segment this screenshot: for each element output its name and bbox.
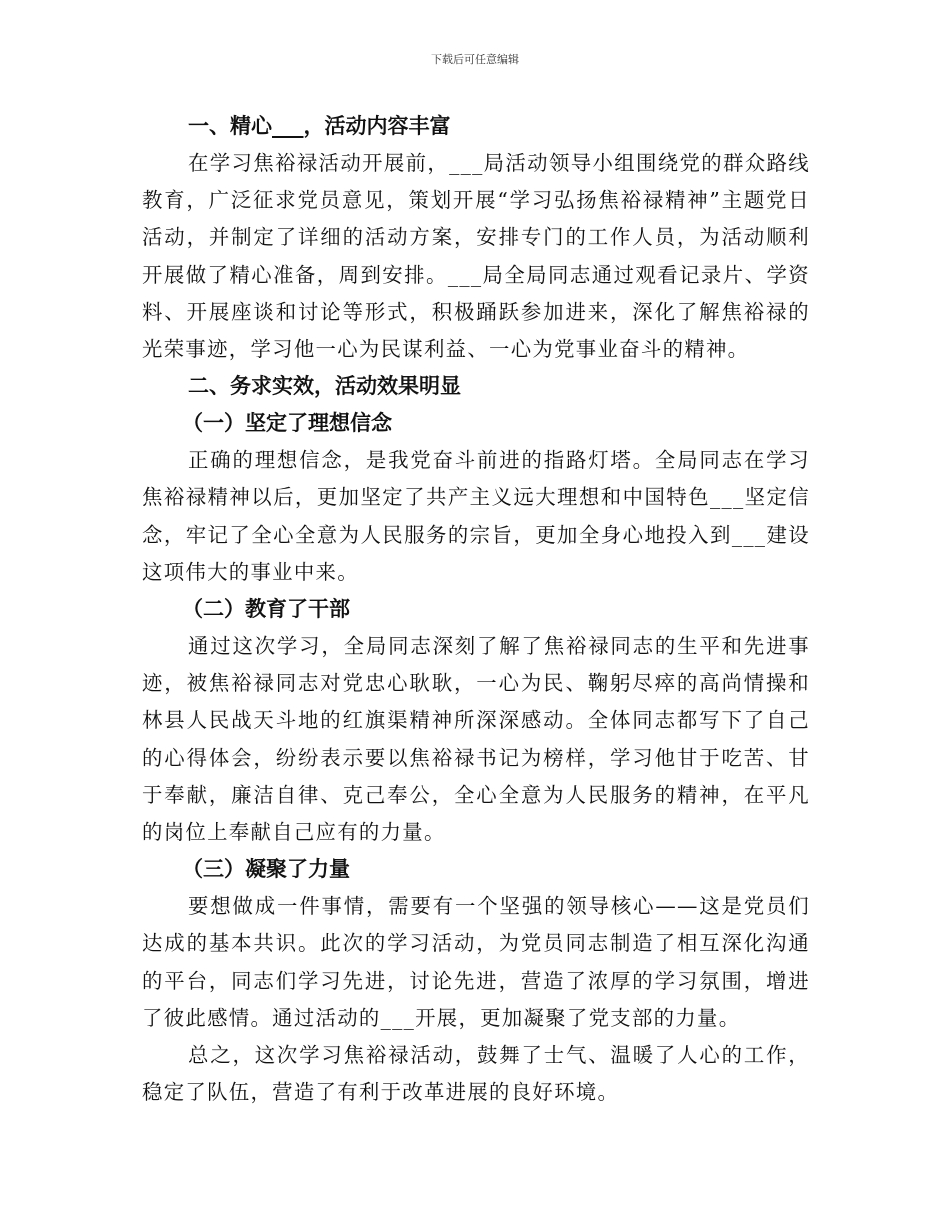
section-heading-1: 一、精心___，活动内容丰富: [188, 114, 451, 138]
paragraph-conclusion: 总之，这次学习焦裕禄活动，鼓舞了士气、温暖了人心的工作，稳定了队伍，营造了有利于改革进展的良好环境。: [142, 1043, 810, 1105]
subsection-heading-3: （三）凝聚了力量: [182, 857, 350, 882]
paragraph-1: 在学习焦裕禄活动开展前，___局活动领导小组围绕党的群众路线教育，广泛征求党员意见，策划开展“学习弘扬焦裕禄精神”主题党日活动，并制定了详细的活动方案，安排专门的工作人员，为活动顺利开展做了精心准备，周到安排。___局全局同志通过观看记录片、学资料、开展座谈和讨论等形式，积极踊跃参加进来，深化了解焦裕禄的光荣事迹，学习他一心为民谋利益、一心为党事业奋斗的精神。: [142, 151, 810, 362]
subsection-heading-2: （二）教育了干部: [182, 597, 350, 622]
page-header: 下载后可任意编辑: [431, 53, 519, 66]
paragraph-4: 要想做成一件事情，需要有一个坚强的领导核心——这是党员们达成的基本共识。此次的学习活动，为党员同志制造了相互深化沟通的平台，同志们学习先进，讨论先进，营造了浓厚的学习氛围，增进了彼此感情。通过活动的___开展，更加凝聚了党支部的力量。: [142, 894, 810, 1030]
document-body: [142, 108, 810, 1111]
section-heading-2: 二、务求实效，活动效果明显: [188, 374, 461, 399]
paragraph-3: 通过这次学习，全局同志深刻了解了焦裕禄同志的生平和先进事迹，被焦裕禄同志对党忠心耿耿，一心为民、鞠躬尽瘁的高尚情操和林县人民战天斗地的红旗渠精神所深深感动。全体同志都写下了自己的心得体会，纷纷表示要以焦裕禄书记为榜样，学习他甘于吃苦、甘于奉献，廉洁自律、克己奉公，全心全意为人民服务的精神，在平凡的岗位上奉献自己应有的力量。: [142, 634, 810, 845]
subsection-heading-1: （一）坚定了理想信念: [182, 411, 392, 436]
paragraph-2: 正确的理想信念，是我党奋斗前进的指路灯塔。全局同志在学习焦裕禄精神以后，更加坚定了共产主义远大理想和中国特色___坚定信念，牢记了全心全意为人民服务的宗旨，更加全身心地投入到___建设这项伟大的事业中来。: [142, 448, 810, 584]
